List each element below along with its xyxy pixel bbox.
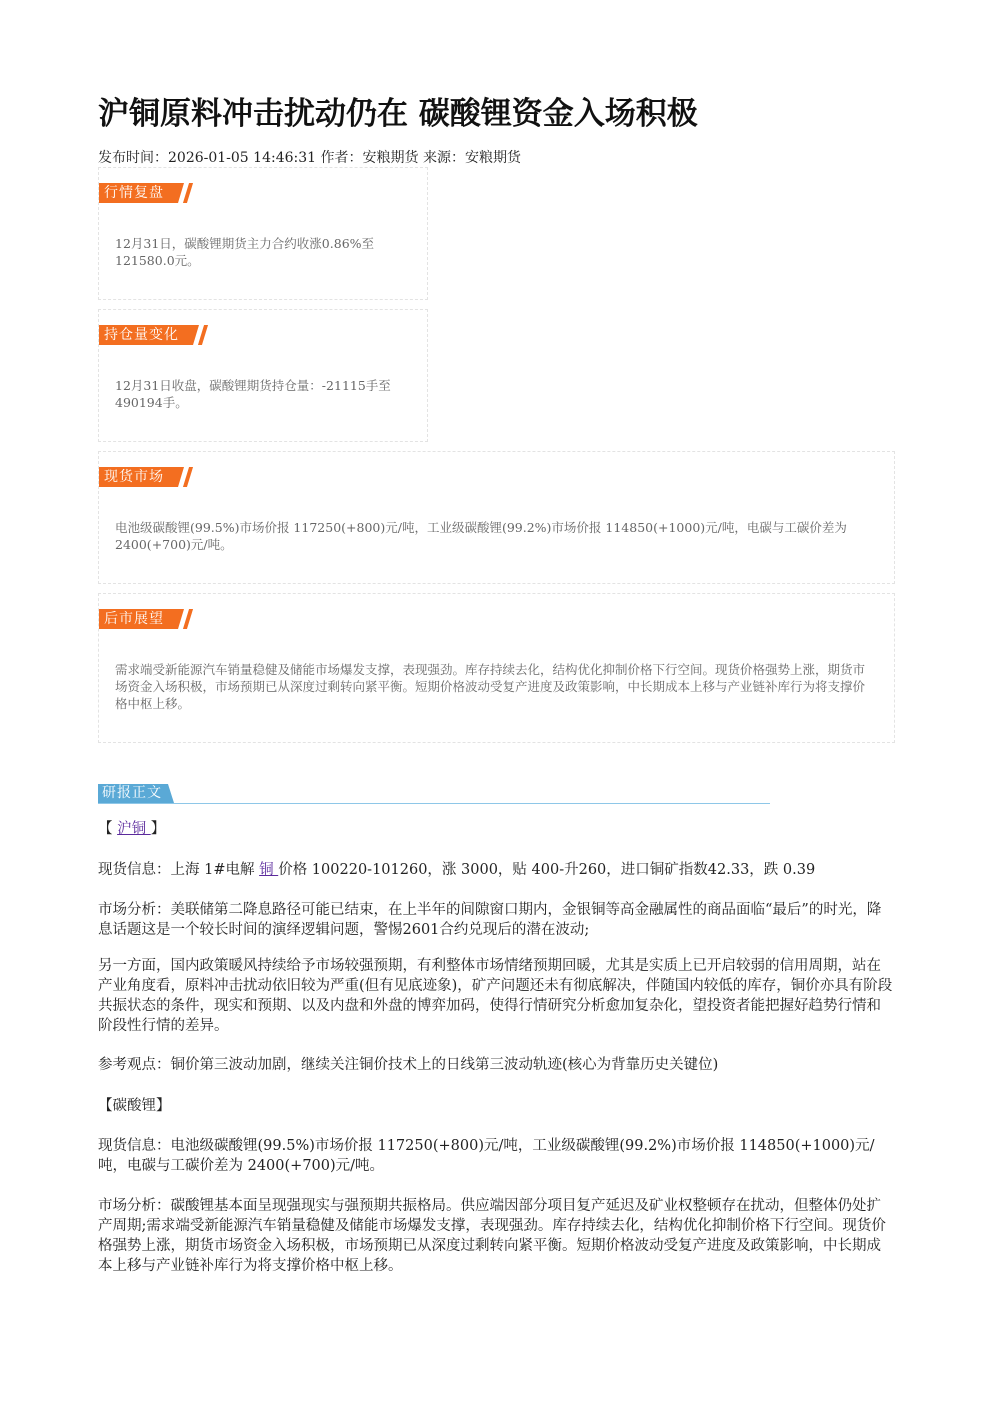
copper-view: 参考观点：铜价第三波动加剧，继续关注铜价技术上的日线第三波动轨迹(核心为背靠历史关键位) (98, 1057, 719, 1073)
spot-market-tag-label: 现货市场 (104, 469, 164, 485)
market-review-text: 12月31日，碳酸锂期货主力合约收涨0.86%至121580.0元。 (115, 236, 375, 268)
copper-spot-link[interactable]: 铜 (259, 862, 279, 878)
open-interest-text: 12月31日收盘，碳酸锂期货持仓量：-21115手至490194手。 (115, 378, 391, 410)
outlook-tag (99, 609, 178, 629)
open-interest-tag-label: 持仓量变化 (104, 327, 179, 343)
tag-stripe-decoration (183, 467, 193, 487)
open-interest-card (98, 309, 428, 442)
tag-stripe-decoration (183, 183, 193, 203)
copper-link[interactable]: 沪铜 (117, 821, 151, 837)
spot-market-text: 电池级碳酸锂(99.5%)市场价报 117250(+800)元/吨，工业级碳酸锂(99.2%)市场价报 114850(+1000)元/吨，电碳与工碳价差为2400(+700)元/吨。 (115, 520, 847, 552)
copper-spot-suffix: 价格 100220-101260，涨 3000，贴 400-升260，进口铜矿指数42.33，跌 0.39 (278, 862, 816, 878)
bracket-open: 【 (98, 821, 118, 837)
copper-heading (98, 819, 895, 839)
market-review-tag (99, 183, 178, 203)
outlook-tag-label: 后市展望 (104, 611, 164, 627)
tag-stripe-decoration (183, 609, 193, 629)
outlook-text: 需求端受新能源汽车销量稳健及储能市场爆发支撑，表现强劲。库存持续去化，结构优化抑制价格下行空间。现货价格强势上涨，期货市场资金入场积极，市场预期已从深度过剩转向紧平衡。短期价格波动受复产进度及政策影响，中长期成本上移与产业链补库行为将支撑价格中枢上移。 (115, 662, 866, 711)
outlook-card (98, 593, 895, 743)
tag-stripe-decoration (198, 325, 208, 345)
report-section-title: 研报正文 (98, 784, 168, 803)
market-review-tag-label: 行情复盘 (104, 185, 164, 201)
spot-market-card (98, 451, 895, 584)
copper-analysis-2: 另一方面，国内政策暖风持续给予市场较强预期，有利整体市场情绪预期回暖，尤其是实质上已开启较弱的信用周期，站在产业角度看，原料冲击扰动依旧较为严重(但有见底迹象)，矿产问题还未有彻底解决，伴随国内较低的库存，铜价亦具有阶段共振状态的条件，现实和预期、以及内盘和外盘的博弈加码，使得行情研究分析愈加复杂化，望投资者能把握好趋势行情和阶段性行情的差异。 (98, 958, 893, 1034)
bracket-close: 】 (150, 821, 166, 837)
lithium-analysis: 市场分析：碳酸锂基本面呈现强现实与强预期共振格局。供应端因部分项目复产延迟及矿业权整顿存在扰动，但整体仍处扩产周期;需求端受新能源汽车销量稳健及储能市场爆发支撑，表现强劲。库存持续去化，结构优化抑制价格下行空间。现货价格强势上涨，期货市场资金入场积极，市场预期已从深度过剩转向紧平衡。短期价格波动受复产进度及政策影响，中长期成本上移与产业链补库行为将支撑价格中枢上移。 (98, 1198, 886, 1274)
spot-market-tag (99, 467, 178, 487)
article-meta: 发布时间：2026-01-05 14:46:31 作者：安粮期货 来源：安粮期货 (98, 150, 521, 166)
copper-spot-info (98, 860, 895, 880)
report-section-header (98, 784, 770, 804)
copper-spot-prefix: 现货信息：上海 1#电解 (98, 862, 260, 878)
market-review-card (98, 167, 428, 300)
lithium-spot-info: 现货信息：电池级碳酸锂(99.5%)市场价报 117250(+800)元/吨，工业级碳酸锂(99.2%)市场价报 114850(+1000)元/吨，电碳与工碳价差为 2400(+700)元/吨。 (98, 1138, 875, 1174)
article-title: 沪铜原料冲击扰动仍在 碳酸锂资金入场积极 (98, 96, 698, 132)
lithium-heading: 【碳酸锂】 (98, 1098, 171, 1114)
copper-analysis-1: 市场分析：美联储第二降息路径可能已结束，在上半年的间隙窗口期内，金银铜等高金融属性的商品面临“最后”的时光，降息话题这是一个较长时间的演绎逻辑问题，警惕2601合约兑现后的潜在波动; (98, 902, 882, 938)
open-interest-tag (99, 325, 193, 345)
